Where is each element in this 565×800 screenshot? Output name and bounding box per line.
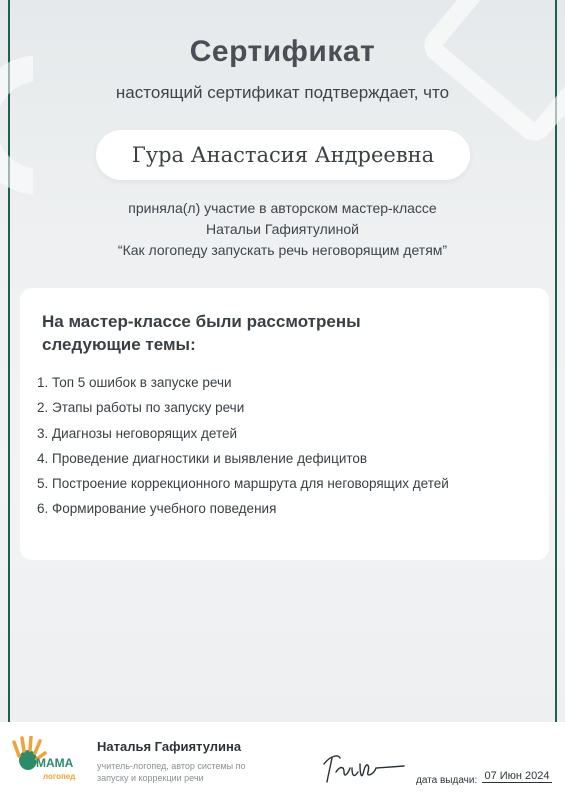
topics-list <box>37 370 449 522</box>
description-line-1: приняла(л) участие в авторском мастер-классе <box>128 200 437 216</box>
issue-date-label: дата выдачи: <box>416 775 478 786</box>
certificate-subtitle: настоящий сертификат подтверждает, что <box>115 83 450 102</box>
decorative-shape-top-right <box>417 0 565 148</box>
description-line-2: Натальи Гафиятулиной <box>206 221 359 237</box>
topic-item: 5. Построение коррекционного маршрута для неговорящих детей <box>37 476 449 492</box>
topic-item: 2. Этапы работы по запуску речи <box>37 400 245 416</box>
topic-item: 3. Диагнозы неговорящих детей <box>37 425 238 441</box>
issue-date: 07 Июн 2024 <box>482 770 552 783</box>
author-name: Наталья Гафиятулина <box>97 739 242 754</box>
decorative-shape-left <box>0 55 110 195</box>
certificate-description <box>0 198 565 261</box>
logo-text-bottom: логопед <box>43 772 76 781</box>
description-line-3: “Как логопеду запускать речь неговорящим детям” <box>117 242 448 258</box>
recipient-name: Гура Анастасия Андреевна <box>96 130 470 180</box>
topics-heading: На мастер-классе были рассмотрены следующие темы: <box>42 312 361 354</box>
topics-card <box>20 288 549 560</box>
mama-logoped-logo <box>10 736 86 786</box>
signature <box>318 742 408 787</box>
logo-text-top: МАМА <box>36 756 74 770</box>
topic-item: 1. Топ 5 ошибок в запуске речи <box>37 375 232 390</box>
topic-item: 4. Проведение диагностики и выявление дефицитов <box>37 450 368 466</box>
topic-item: 6. Формирование учебного поведения <box>37 501 277 517</box>
certificate-title: Сертификат <box>189 35 376 68</box>
author-role: учитель-логопед, автор системы по запуску и коррекции речи <box>97 761 246 783</box>
